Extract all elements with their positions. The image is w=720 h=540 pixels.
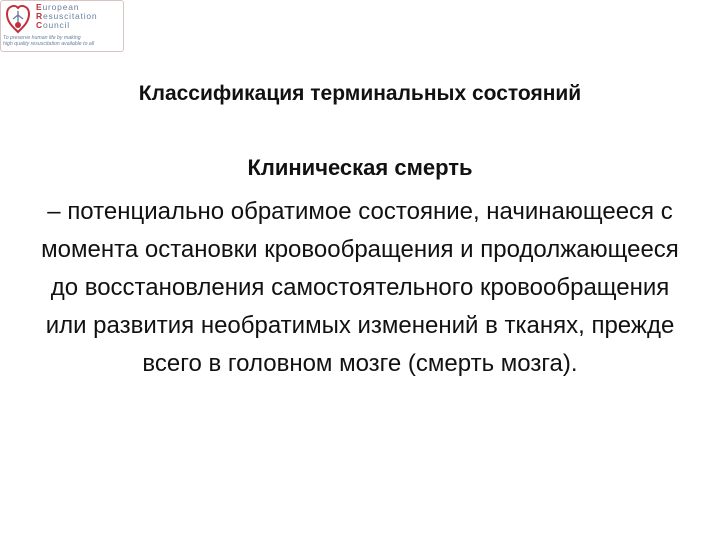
logo-tagline: To preserve human life by making high quality resuscitation available to all [3,35,95,48]
logo-wordmark: European Resuscitation Council [36,2,98,30]
slide-subtitle: Клиническая смерть [247,155,473,180]
definition-text: – потенциально обратимое состояние, начинающееся с момента остановки кровообращения и продолжающееся до восстановления самостоятельного кровообращения или развития необратимых изменений в тканях, прежде всего в головном мозге (смерть мозга). [41,198,679,377]
heart-lungs-icon [3,3,33,35]
erc-logo [0,0,124,52]
slide-title: Классификация терминальных состояний [138,82,582,105]
